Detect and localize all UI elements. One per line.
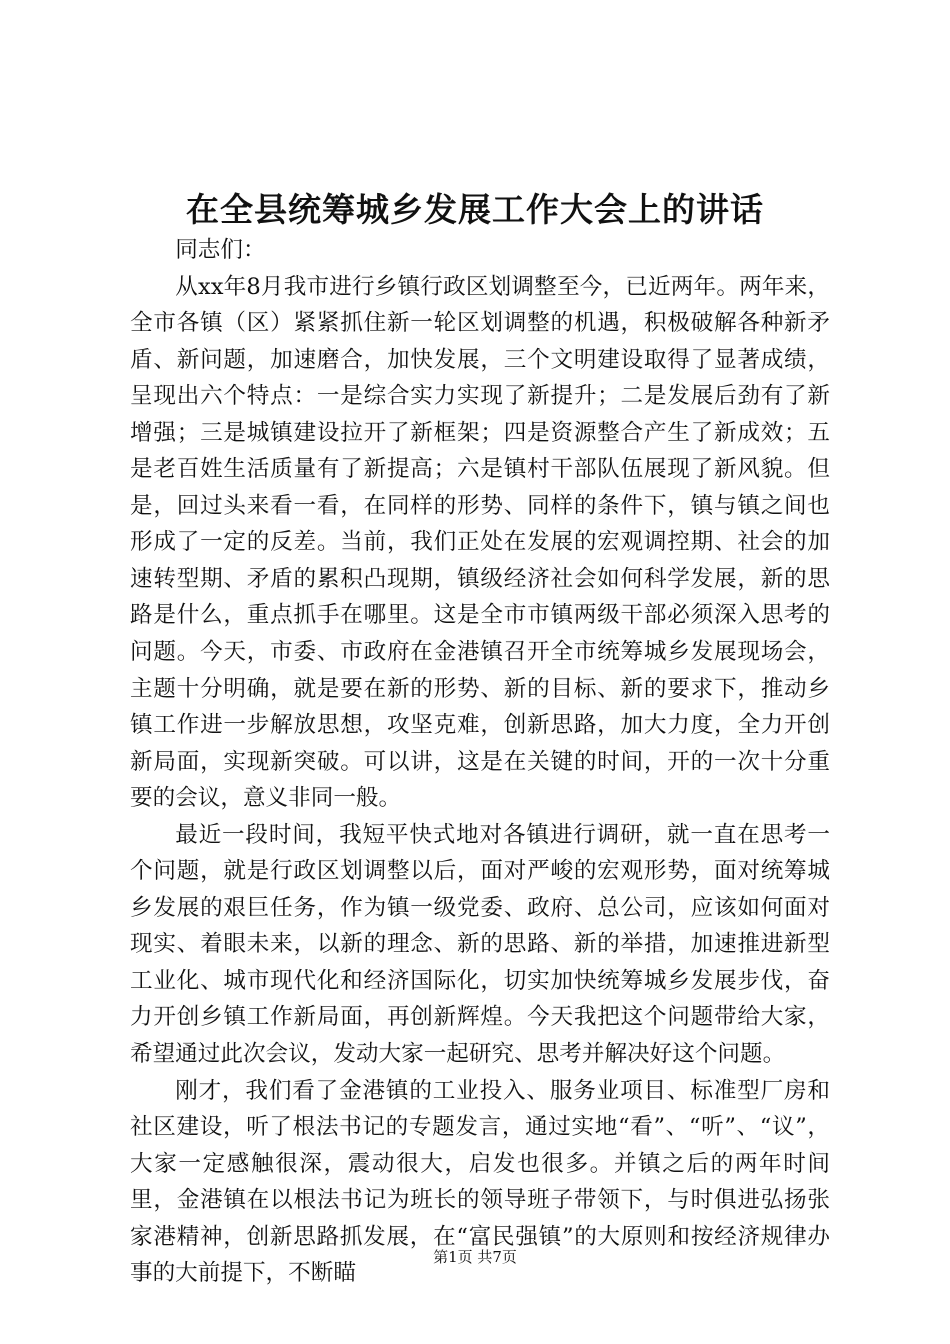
salutation: 同志们： xyxy=(175,237,266,263)
document-body xyxy=(130,232,830,1292)
page-number-footer: 第1页 共7页 xyxy=(433,1248,517,1266)
body-paragraph: 从xx年8月我市进行乡镇行政区划调整至今，已近两年。两年来，全市各镇（区）紧紧抓住新一轮区划调整的机遇，积极破解各种新矛盾、新问题，加速磨合，加快发展，三个文明建设取得了显著成绩，呈现出六个特点：一是综合实力实现了新提升；二是发展后劲有了新增强；三是城镇建设拉开了新框架；四是资源整合产生了新成效；五是老百姓生活质量有了新提高；六是镇村干部队伍展现了新风貌。但是，回过头来看一看，在同样的形势、同样的条件下，镇与镇之间也形成了一定的反差。当前，我们正处在发展的宏观调控期、社会的加速转型期、矛盾的累积凸现期，镇级经济社会如何科学发展，新的思路是什么，重点抓手在哪里。这是全市市镇两级干部必须深入思考的问题。今天，市委、市政府在金港镇召开全市统筹城乡发展现场会，主题十分明确，就是要在新的形势、新的目标、新的要求下，推动乡镇工作进一步解放思想，攻坚克难，创新思路，加大力度，全力开创新局面，实现新突破。可以讲，这是在关键的时间，开的一次十分重要的会议，意义非同一般。 xyxy=(130,273,830,812)
document-title: 在全县统筹城乡发展工作大会上的讲话 xyxy=(186,190,764,229)
body-paragraph: 刚才，我们看了金港镇的工业投入、服务业项目、标准型厂房和社区建设，听了根法书记的专题发言，通过实地“看”、“听”、“议”，大家一定感触很深，震动很大，启发也很多。并镇之后的两年时间里，金港镇在以根法书记为班长的领导班子带领下，与时俱进弘扬张家港精神，创新思路抓发展，在“富民强镇”的大原则和按经济规律办事的大前提下，不断瞄 xyxy=(130,1077,830,1287)
body-paragraph: 最近一段时间，我短平快式地对各镇进行调研，就一直在思考一个问题，就是行政区划调整以后，面对严峻的宏观形势，面对统筹城乡发展的艰巨任务，作为镇一级党委、政府、总公司，应该如何面对现实、着眼未来，以新的理念、新的思路、新的举措，加速推进新型工业化、城市现代化和经济国际化，切实加快统筹城乡发展步伐，奋力开创乡镇工作新局面，再创新辉煌。今天我把这个问题带给大家，希望通过此次会议，发动大家一起研究、思考并解决好这个问题。 xyxy=(130,821,830,1068)
